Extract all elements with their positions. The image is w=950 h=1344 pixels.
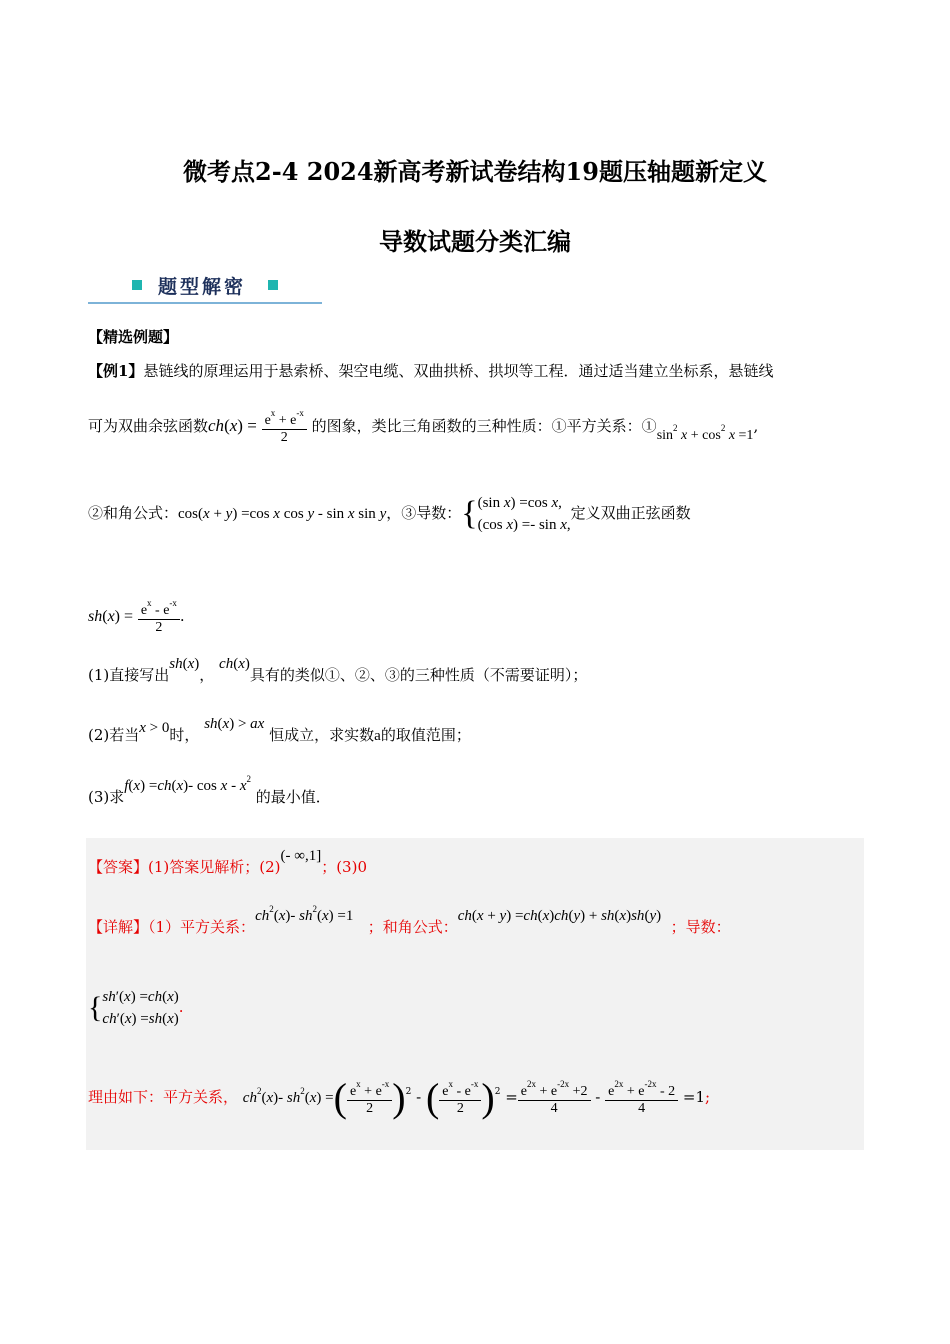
example-text-3a: ②和角公式： xyxy=(88,504,179,522)
q2-text-c: 恒成立，求实数 xyxy=(269,726,375,744)
example-line-3: ②和角公式：cos(x + y) =cos x cos y - sin x sin y，③导数：{ (sin x) =cos x, (cos x) =- sin x, 定义双曲正弦函数 xyxy=(88,492,691,536)
detail-line-1: 【详解】（1）平方关系：$ch^2(x)-$ $sh^2(x) =1$ ；和角公式：ch(x + y) =ch(x)ch(y) + sh(x)sh(y) ；导数： xyxy=(88,904,731,936)
detail-text-1: （1）平方关系： xyxy=(148,918,256,936)
square-icon xyxy=(268,280,278,290)
q2-text-b: 时， xyxy=(169,726,200,744)
formula-pythag: $\sin^2 x + \cos^2 x =1$ xyxy=(656,423,754,443)
example-line-2: 可为双曲余弦函数ch(x) = $\frac{e^x + e^{-x}}{2}$ 的图象，类比三角函数的三种性质：①平方关系：$①\sin^2$ $x + \cos^2 x =1$, xyxy=(88,408,759,445)
section-header-label: 题型解密 xyxy=(158,276,247,298)
q1-text-b: 具有的类似①、②、③的三种性质（不需要证明）； xyxy=(249,666,588,684)
formula-ch-fraction: $\frac{e^x + e^{-x}}{2}$ xyxy=(262,408,307,446)
formula-sh-def: sh(x) = $\frac{e^x - e^{-x}}{2}$ . xyxy=(88,598,185,635)
reason-text: 理由如下：平方关系， xyxy=(88,1088,239,1106)
square-icon xyxy=(132,280,142,290)
formula-ch-def: ch xyxy=(208,416,225,435)
formula-cos-sum: cos(x + y) =cos x cos y - sin x sin y xyxy=(178,506,387,522)
section-header xyxy=(88,268,322,304)
doc-title-line2: 导数试题分类汇编 xyxy=(379,227,571,256)
answer-line: 【答案】(1)答案见解析；(2)(- ∞,1]；(3)0 xyxy=(88,848,367,876)
q2-text-a: (2)若当 xyxy=(88,726,140,744)
formula-sh-fraction: $\frac{e^x - e^{-x}}{2}$ xyxy=(138,598,180,636)
detail-text-3: ；导数： xyxy=(670,918,731,936)
detail-label: 【详解】 xyxy=(88,918,149,936)
detail-derivatives: { sh′(x) =ch(x) ch′(x) =sh(x) . xyxy=(88,989,184,1027)
answer-label: 【答案】 xyxy=(88,858,149,876)
example-text-1: 悬链线的原理运用于悬索桥、架空电缆、双曲拱桥、拱坝等工程．通过适当建立坐标系，悬链线 xyxy=(143,362,774,380)
q2-text-d: 的取值范围； xyxy=(380,726,471,744)
question-3: (3)求f(x) =ch(x)- cos x - $x^2$ 的最小值． xyxy=(88,774,331,806)
formula-derivatives: (sin x) =cos x, (cos x) =- sin x, xyxy=(477,495,571,533)
q3-text-b: 的最小值． xyxy=(255,788,331,806)
doc-title-line1: 微考点2-4 2024新高考新试卷结构19题压轴题新定义 xyxy=(183,157,767,186)
q1-text-a: (1)直接写出 xyxy=(88,666,170,684)
example-line-1 xyxy=(88,360,773,381)
question-1: (1)直接写出sh(x)， ch(x)具有的类似①、②、③的三种性质（不需要证明）； xyxy=(88,656,588,684)
reason-line: 理由如下：平方关系， $ch^2(x)-$ $sh^2(x)$ =( $\frac{e^x + e^{-x}}{2}$ )$^2$ - ( $\frac{e^x - e^{-x}}{2}$ )$^2$ = $\frac{e^{2x} + e^{-2x} +2}{4}$ - $\frac{e^{2x} + e^{-2x} - 2}{4}$ =1; xyxy=(88,1075,711,1120)
selected-examples-label: 【精选例题】 xyxy=(88,328,179,346)
example-text-3b: ，③导数： xyxy=(386,504,462,522)
section-underline xyxy=(88,302,322,304)
answer-text-2: ；(3)0 xyxy=(321,858,367,876)
question-2: (2)若当x > 0时， sh(x) > ax 恒成立，求实数a的取值范围； xyxy=(88,716,471,744)
detail-text-2: ；和角公式： xyxy=(367,918,458,936)
q3-text-a: (3)求 xyxy=(88,788,125,806)
example-text-2b: 的图象，类比三角函数的三种性质：①平方关系：① xyxy=(311,417,657,435)
answer-text-1: (1)答案见解析；(2) xyxy=(148,858,281,876)
example-text-2a: 可为双曲余弦函数 xyxy=(88,417,209,435)
example-text-3c: 定义双曲正弦函数 xyxy=(570,504,691,522)
example-label: 【例1】 xyxy=(88,362,144,380)
